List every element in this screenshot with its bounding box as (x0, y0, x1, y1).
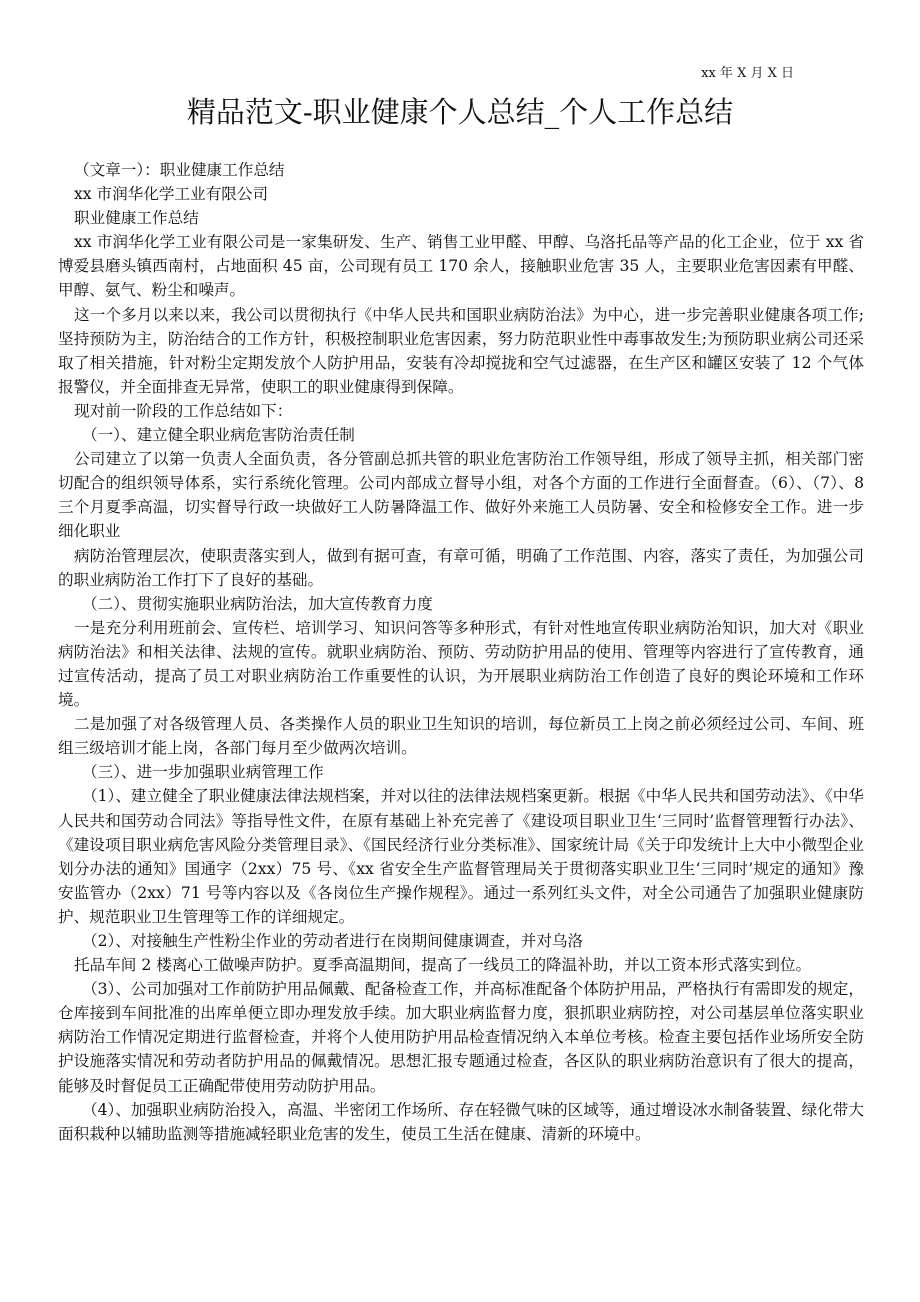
body-paragraph: 一是充分利用班前会、宣传栏、培训学习、知识问答等多种形式，有针对性地宣传职业病防治知识，加大对《职业病防治法》和相关法律、法规的宣传。就职业病防治、预防、劳动防护用品的使用、管理等内容进行了宣传教育，通过宣传活动，提高了员工对职业病防治工作重要性的认识，为开展职业病防治工作创造了良好的舆论环境和工作环境。 (58, 618, 864, 710)
subsection-heading: （一）、建立健全职业病危害防治责任制 (82, 426, 355, 445)
article-label: （文章一）：职业健康工作总结 (74, 161, 285, 179)
body-paragraph: （2）、对接触生产性粉尘作业的劳动者进行在岗期间健康调查，并对乌洛 (82, 932, 584, 950)
body-paragraph: （3）、公司加强对工作前防护用品佩戴、配备检查工作，并高标准配备个体防护用品，严格执行有需即发的规定，仓库接到车间批准的出库单便立即办理发放手续。加大职业病监督力度，狠抓职业病防控，对公司基层单位落实职业病防治工作情况定期进行监督检查，并将个人使用防护用品检查情况纳入本单位考核。检查主要包括作业场所安全防护设施落实情况和劳动者防护用品的佩戴情况。思想汇报专题通过检查，各区队的职业病防治意识有了很大的提高，能够及时督促员工正确配带使用劳动防护用品。 (58, 980, 864, 1095)
body-paragraph: 病防治管理层次，使职责落实到人，做到有据可查，有章可循，明确了工作范围、内容，落实了责任，为加强公司的职业病防治工作打下了良好的基础。 (58, 546, 864, 589)
body-paragraph: 现对前一阶段的工作总结如下： (74, 401, 293, 420)
body-paragraph: 这一个多月以来以来，我公司以贯彻执行《中华人民共和国职业病防治法》为中心，进一步完善职业健康各项工作;坚持预防为主，防治结合的工作方针，积极控制职业危害因素，努力防范职业性中毒事故发生;为预防职业病公司还采取了相关措施，针对粉尘定期发放个人防护用品，安装有冷却搅拢和空气过滤器，在生产区和罐区安装了 12 个气体报警仪，并全面排查无异常，使职工的职业健康得到保障。 (58, 305, 864, 396)
subsection-heading: （三）、进一步加强职业病管理工作 (82, 763, 324, 782)
body-paragraph: 公司建立了以第一负责人全面负责，各分管副总抓共管的职业危害防治工作领导组，形成了领导主抓，相关部门密切配合的组织领导体系，实行系统化管理。公司内部成立督导小组，对各个方面的工作进行全面督查。（6）、（7）、8 三个月夏季高温，切实督导行政一块做好工人防暑降温工作、做好外来施工人员防暑、安全和检修安全工作。进一步细化职业 (58, 450, 864, 541)
document-title: 精品范文-职业健康个人总结_个人工作总结 (186, 95, 734, 129)
body-paragraph: （4）、加强职业病防治投入，高温、半密闭工作场所、存在轻微气味的区域等，通过增设冰水制备装置、绿化带大面积栽种以辅助监测等措施减轻职业危害的发生，使员工生活在健康、清新的环境中。 (58, 1100, 864, 1143)
body-paragraph: 二是加强了对各级管理人员、各类操作人员的职业卫生知识的培训，每位新员工上岗之前必须经过公司、车间、班组三级培训才能上岗，各部门每月至少做两次培训。 (58, 715, 864, 758)
body-paragraph: （1）、建立健全了职业健康法律法规档案，并对以往的法律法规档案更新。根据《中华人民共和国劳动法》、《中华人民共和国劳动合同法》等指导性文件，在原有基础上补充完善了《建设项目职业卫生‘三同时’监督管理暂行办法》、《建设项目职业病危害风险分类管理目录》、《国民经济行业分类标准》、国家统计局《关于印发统计上大中小微型企业划分办法的通知》国通字（2xx）75 号、《xx 省安全生产监督管理局关于贯彻落实职业卫生‘三同时’规定的通知》豫安监管办（2xx）71 号等内容以及《各岗位生产操作规程》。通过一系列红头文件，对全公司通告了加强职业健康防护、规范职业卫生管理等工作的详细规定。 (58, 787, 864, 926)
subsection-heading: （二）、贯彻实施职业病防治法，加大宣传教育力度 (82, 594, 433, 613)
body-paragraph: 托品车间 2 楼离心工做噪声防护。夏季高温期间，提高了一线员工的降温补助，并以工资本形式落实到位。 (74, 956, 812, 975)
section-heading: 职业健康工作总结 (74, 209, 199, 228)
body-paragraph: xx 市润华化学工业有限公司是一家集研发、生产、销售工业甲醛、甲醇、乌洛托品等产品的化工企业，位于 xx 省博爱县磨头镇西南村，占地面积 45 亩，公司现有员工 170 余人，接触职业危害 35 人，主要职业危害因素有甲醛、甲醇、氨气、粉尘和噪声。 (58, 233, 864, 300)
document-date: xx 年 X 月 X 日 (701, 66, 794, 81)
document-body (58, 158, 864, 1146)
company-name: xx 市润华化学工业有限公司 (74, 185, 269, 204)
